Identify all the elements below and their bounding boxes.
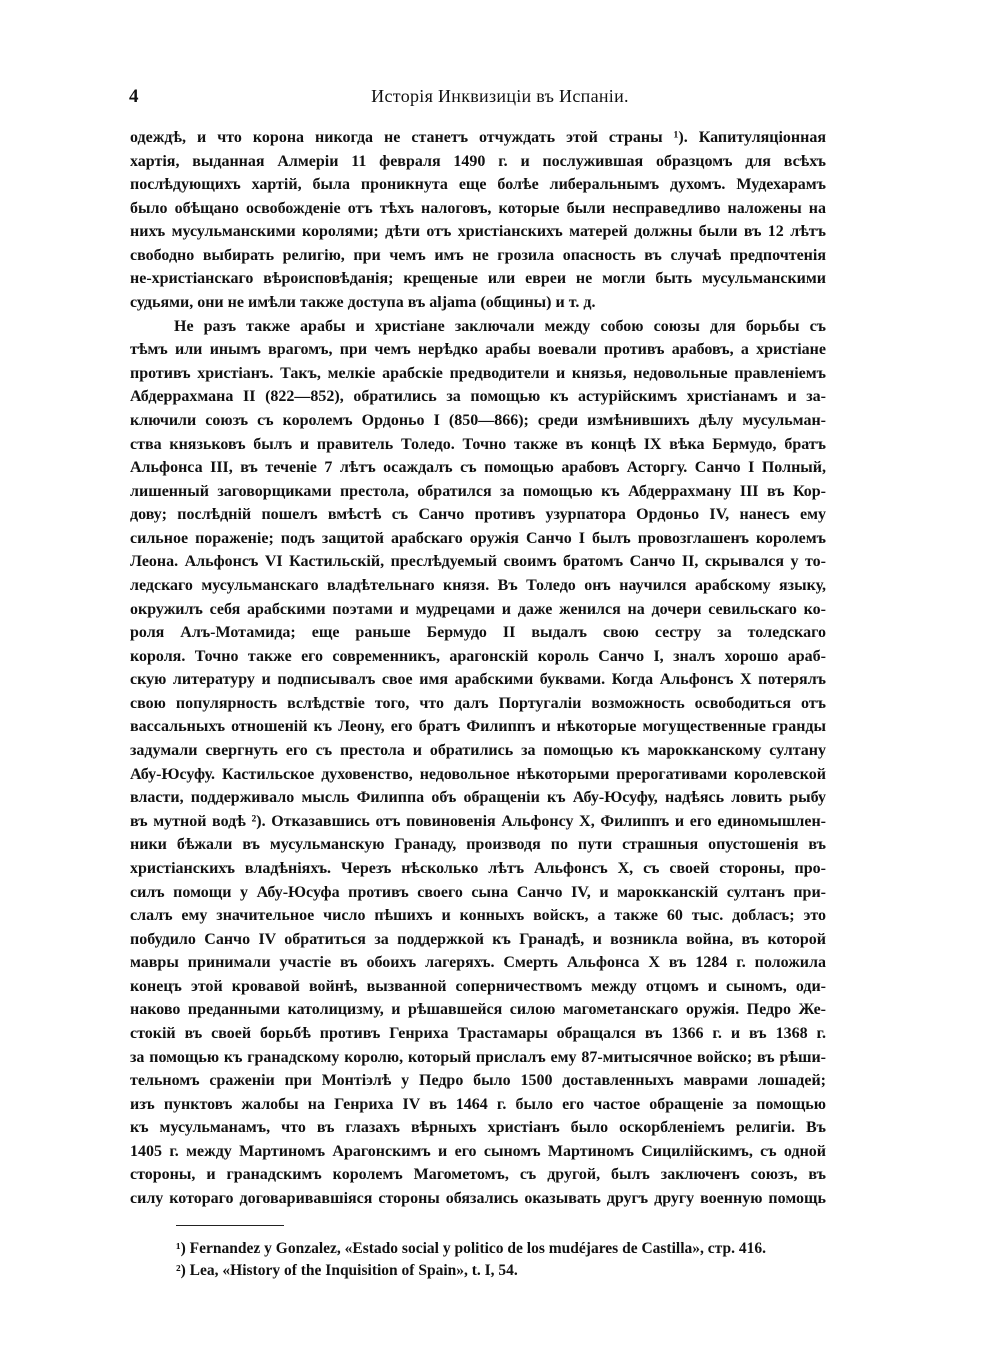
text-line: тельномъ сраженіи при Монтіэлѣ у Педро было 1500 доставленныхъ маврами лошадей;	[130, 1072, 826, 1090]
text-line: судьями, они не имѣли также доступа въ aljama (общины) и т. д.	[130, 294, 596, 312]
text-line: Абдеррахмана II (822—852), обратились за помощью къ астурійскимъ христіанамъ и за-	[130, 388, 826, 406]
text-line: изъ пунктовъ жалобы на Генриха IV въ 1464 г. было его частое обращеніе за помощью	[130, 1095, 826, 1113]
running-header-title: Исторія Инквизиціи въ Испаніи.	[371, 86, 629, 106]
text-line: задумали свергнуть его съ престола и обратились за помощью къ марокканскому султану	[130, 742, 826, 760]
text-line: хартія, выданная Алмеріи 11 февраля 1490 г. и послужившая образцомъ для всѣхъ	[130, 152, 826, 170]
text-line: лишенный заговорщиками престола, обратился за помощью къ Абдеррахману III въ Кор-	[130, 482, 826, 500]
footnote-2: ²) Lea, «History of the Inquisition of Spain», t. I, 54.	[176, 1262, 518, 1279]
text-line: къ мусульманамъ, что въ глазахъ вѣрныхъ христіанъ было оскорбленіемъ религіи. Въ	[130, 1119, 826, 1137]
text-line: вассальныхъ отношеній къ Леону, его братъ Филиппъ и нѣкоторые могущественные гранды	[130, 718, 826, 736]
footnote-divider	[176, 1225, 284, 1226]
body-text	[130, 126, 826, 1211]
text-line: не-христіанскаго вѣроисповѣданія; крещеные или евреи не могли быть мусульманскими	[130, 270, 826, 288]
text-line: противъ христіанъ. Такъ, мелкіе арабскіе предводители и князья, недовольные правленіемъ	[130, 364, 826, 382]
text-line: скую литературу и подписывалъ свое имя арабскими буквами. Когда Альфонсъ X потерялъ	[130, 671, 826, 689]
text-line: конецъ этой кровавой войнѣ, вызванной соперничествомъ между отцомъ и сыномъ, оди-	[130, 977, 826, 995]
text-line: было обѣщано освобожденіе отъ тѣхъ налоговъ, которые были несправедливо наложены на	[130, 199, 826, 217]
text-line: роля Алъ-Мотамида; еще раньше Бермудо II выдалъ свою сестру за толедскаго	[130, 624, 826, 642]
text-line: послѣдующихъ хартій, была проникнута еще болѣе либеральнымъ духомъ. Мудехарамъ	[130, 176, 826, 194]
text-line: власти, поддерживало мысль Филиппа объ обращеніи къ Абу-Юсуфу, надѣясь ловить рыбу	[130, 789, 826, 807]
text-line: силу котораго договаривавшіяся стороны обязались оказывать другъ другу военную помощь	[130, 1190, 826, 1208]
text-line: Абу-Юсуфу. Кастильское духовенство, недовольное нѣкоторыми прерогативами королевской	[130, 765, 826, 783]
text-line: побудило Санчо IV обратиться за поддержкой къ Гранадѣ, и возникла война, въ которой	[130, 930, 826, 948]
text-line: христіанскихъ владѣніяхъ. Черезъ нѣсколько лѣтъ Альфонсъ X, съ своей стороны, про-	[130, 859, 826, 877]
text-line: нихъ мусульманскими королями; дѣти отъ христіанскихъ матерей должны были въ 12 лѣтъ	[130, 223, 826, 241]
text-line: сильное пораженіе; подъ защитой арабскаго оружія Санчо I былъ провозглашенъ королемъ	[130, 529, 826, 547]
text-line: тѣмъ или инымъ врагомъ, при чемъ нерѣдко арабы воевали противъ арабовъ, а христіане	[130, 341, 826, 359]
text-line: свободно выбирать религію, при чемъ имъ не грозила опасность въ случаѣ предпочтенія	[130, 246, 826, 264]
text-line: окружилъ себя арабскими поэтами и мудрецами и даже женился на дочери севильскаго ко-	[130, 600, 826, 618]
text-line: стороны, и гранадскимъ королемъ Магометомъ, съ другой, былъ заключенъ союзъ, въ	[130, 1166, 826, 1184]
text-line: одеждѣ, и что корона никогда не станетъ отчуждать этой страны ¹). Капитуляціонная	[130, 129, 826, 146]
text-line: дову; послѣдній пошелъ вмѣстѣ съ Санчо противъ узурпатора Ордоньо IV, нанесъ ему	[130, 506, 826, 524]
text-line: свою популярность вслѣдствіе того, что далъ Португаліи возможность освободиться отъ	[130, 694, 826, 712]
text-line: 1405 г. между Мартиномъ Арагонскимъ и его сыномъ Мартиномъ Сицилійскимъ, съ одной	[130, 1142, 826, 1160]
text-line: ства князьковъ былъ и правитель Толедо. Точно также въ концѣ IX вѣка Бермудо, братъ	[130, 435, 826, 453]
text-line: Леона. Альфонсъ VI Кастильскій, преслѣдуемый своимъ братомъ Санчо II, скрывался у то-	[130, 553, 826, 571]
footnote-1: ¹) Fernandez y Gonzalez, «Estado social y politico de los mudéjares de Castilla», стр. 416.	[176, 1240, 766, 1257]
text-line: ники бѣжали въ мусульманскую Гранаду, производя по пути страшныя опустошенія въ	[130, 836, 826, 854]
text-line: въ мутной водѣ ²). Отказавшись отъ повиновенія Альфонсу X, Филиппъ и его единомышлен-	[130, 812, 826, 830]
text-line: ледскаго мусульманскаго владѣтельнаго князя. Въ Толедо онъ научился арабскому языку,	[130, 576, 826, 594]
text-line: наково преданными католицизму, и рѣшавшейся силою магометанскаго оружія. Педро Же-	[130, 1001, 826, 1019]
text-line: за помощью къ гранадскому королю, который прислалъ ему 87-митысячное войско; въ рѣши-	[130, 1048, 826, 1066]
text-line: Альфонса III, въ теченіе 7 лѣтъ осаждалъ съ помощью арабовъ Асторгу. Санчо I Полный,	[130, 459, 826, 477]
text-line: слалъ ему значительное число пѣшихъ и конныхъ войскъ, а также 60 тыс. добласъ; это	[130, 907, 826, 925]
text-line: силъ помощи у Абу-Юсуфа противъ своего сына Санчо IV, и марокканскій султанъ при-	[130, 883, 826, 901]
page-number: 4	[129, 86, 139, 107]
text-line: ключили союзъ съ королемъ Ордоньо I (850—866); среди измѣнившихъ дѣлу мусульман-	[130, 411, 826, 429]
text-line: мавры принимали участіе въ обоихъ лагеряхъ. Смерть Альфонса X въ 1284 г. положила	[130, 954, 826, 972]
text-line: стокій въ своей борьбѣ противъ Генриха Трастамары обращался въ 1366 г. и въ 1368 г.	[130, 1024, 826, 1042]
text-line: короля. Точно также его современникъ, арагонскій король Санчо I, зналъ хорошо араб-	[130, 647, 826, 665]
text-line: Не разъ также арабы и христіане заключали между собою союзы для борьбы съ	[174, 317, 826, 335]
